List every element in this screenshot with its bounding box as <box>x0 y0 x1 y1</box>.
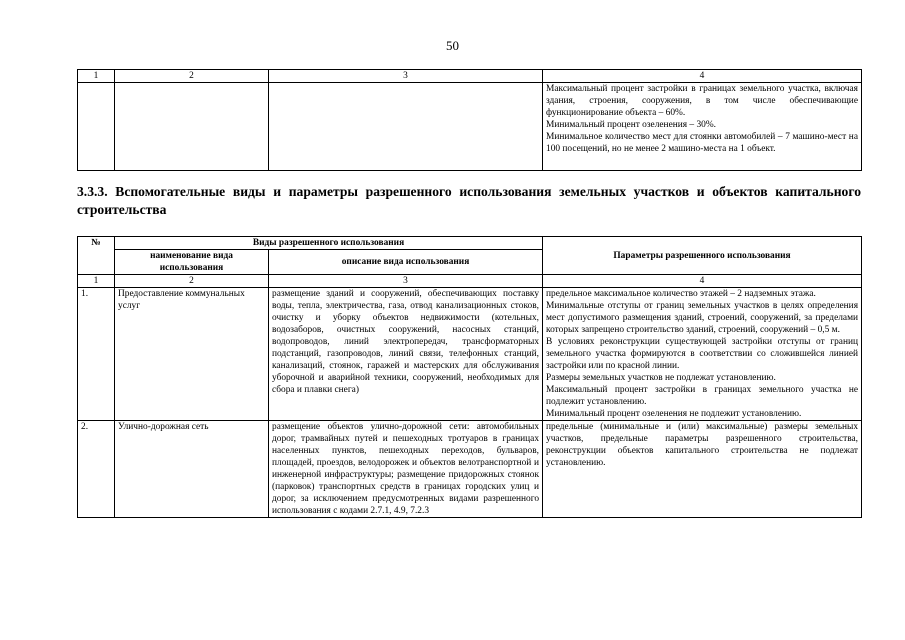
param-line: Минимальное количество мест для стоянки автомобилей – 7 машино-мест на 100 посещений, но не менее 2 машино-места на 1 объект. <box>546 132 858 154</box>
column-number-row <box>78 70 862 83</box>
param-line: Минимальный процент озеленения не подлежит установлению. <box>546 409 802 419</box>
col-number-1: 1 <box>78 70 115 83</box>
col-number-1: 1 <box>78 275 115 288</box>
param-line: Минимальные отступы от границ земельных участков в целях определения мест допустимого размещения зданий, строений, сооружений, за пределами которых запрещено строительство зданий, строений, сооружений – 0,5 м. <box>546 301 859 335</box>
col-number-3: 3 <box>269 275 543 288</box>
param-line: предельные (минимальные и (или) максимальные) размеры земельных участков, предельные параметры разрешенного строительства, реконструкции объектов капитального строительства не подлежат установлению. <box>546 422 859 468</box>
param-line: Размеры земельных участков не подлежат установлению. <box>546 373 776 383</box>
param-line: предельное максимальное количество этажей – 2 надземных этажа. <box>546 289 816 299</box>
header-params: Параметры разрешенного использования <box>543 237 862 275</box>
row-name: Улично-дорожная сеть <box>115 421 269 518</box>
row-num: 1. <box>78 288 115 421</box>
row-desc: размещение зданий и сооружений, обеспечивающих поставку воды, тепла, электричества, газа, отвод канализационных стоков, очистку и уборку объектов недвижимости (котельных, водозаборов, очистных сооружений, насосных станций, водопроводов, линий электропередач, трансформаторных подстанций, газопроводов, линий связи, телефонных станций, канализаций, стоянок, гаражей и мастерских для обслуживания уборочной и аварийной техники, сооружений, необходимых для сбора и плавки снега) <box>269 288 543 421</box>
col-number-4: 4 <box>543 70 862 83</box>
header-num: № <box>78 237 115 275</box>
row-params <box>543 421 862 518</box>
table-row <box>78 83 862 171</box>
col-number-4: 4 <box>543 275 862 288</box>
column-number-row <box>78 275 862 288</box>
col-number-2: 2 <box>115 275 269 288</box>
continuation-table <box>77 69 862 171</box>
cell-num <box>78 83 115 171</box>
page-number: 50 <box>446 38 459 53</box>
row-params <box>543 288 862 421</box>
section-title: 3.3.3. Вспомогательные виды и параметры разрешенного использования земельных участков и объектов капитального строительства <box>77 184 861 217</box>
param-line: В условиях реконструкции существующей застройки отступы от границ земельного участка формируются в соответствии со сложившейся линией застройки или по красной линии. <box>546 337 859 371</box>
col-number-3: 3 <box>269 70 543 83</box>
row-name: Предоставление коммунальных услуг <box>115 288 269 421</box>
row-num: 2. <box>78 421 115 518</box>
row-desc: размещение объектов улично-дорожной сети: автомобильных дорог, трамвайных путей и пешеходных тротуаров в границах населенных пунктов, пешеходных переходов, бульваров, площадей, проездов, велодорожек и объектов велотранспортной и инженерной инфраструктуры; размещение придорожных стоянок (парковок) транспортных средств в границах городских улиц и дорог, за исключением предусмотренных видами разрешенного использования с кодами 2.7.1, 4.9, 7.2.3 <box>269 421 543 518</box>
usage-table <box>77 236 862 518</box>
cell-name <box>115 83 269 171</box>
cell-params <box>543 83 862 171</box>
cell-desc <box>269 83 543 171</box>
param-line: Минимальный процент озеленения – 30%. <box>546 120 716 130</box>
param-line: Максимальный процент застройки в границах земельного участка, включая здания, строения, сооружения, в том числе обеспечивающие функционирование объекта – 60%. <box>546 84 858 118</box>
param-line: Максимальный процент застройки в границах земельного участка не подлежит установлению. <box>546 385 859 407</box>
header-row-1 <box>78 237 862 250</box>
table-row <box>78 288 862 421</box>
header-name: наименование вида использования <box>115 250 269 275</box>
header-group: Виды разрешенного использования <box>115 237 543 250</box>
col-number-2: 2 <box>115 70 269 83</box>
header-desc: описание вида использования <box>269 250 543 275</box>
table-row <box>78 421 862 518</box>
